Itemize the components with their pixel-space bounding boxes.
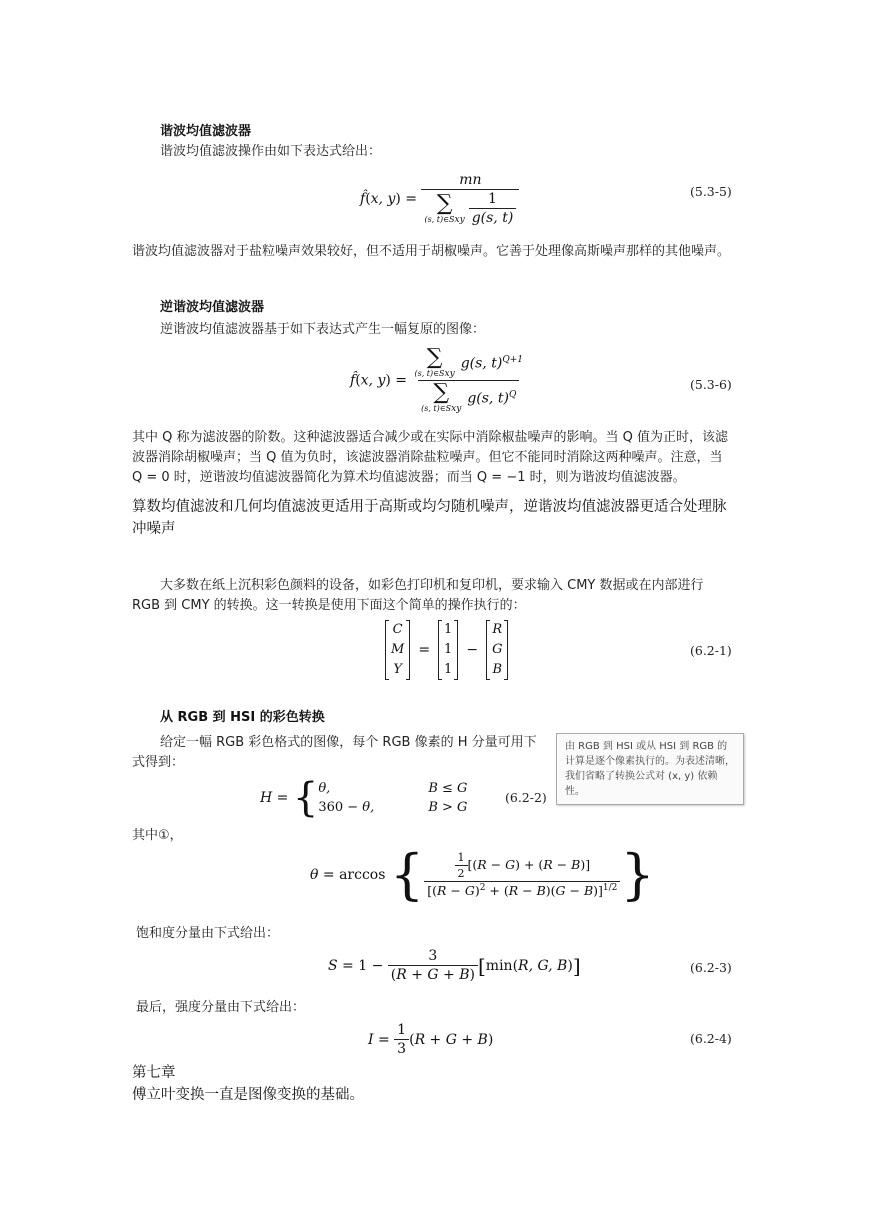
where-label: 其中①， (132, 828, 183, 843)
chapter-title: 第七章 (132, 1065, 176, 1081)
intensity-intro: 最后，强度分量由下式给出： (136, 1000, 306, 1015)
contraharmonic-description: 其中 Q 称为滤波器的阶数。这种滤波器适合减少或在实际中消除椒盐噪声的影响。当 Q 值为正时，该滤波器消除胡椒噪声；当 Q 值为负时，该滤波器消除盐粒噪声。但它不能同时消除这两种噪声。注意，当 Q = 0 时，逆谐波均值滤波器简化为算术均值滤波器；而当 Q = −1 时，则为谐波均值滤波器。 (132, 430, 728, 485)
equation-number: (6.2-3) (690, 960, 732, 975)
equation-6-2-1: C M Y = 1 1 1 − R G B (385, 620, 508, 680)
chapter-first-line: 傅立叶变换一直是图像变换的基础。 (132, 1087, 364, 1103)
theta-equation: θ = arccos { $\frac{1}{2}$ [(R − G) + (R − B)] $[(R - G)^2 + (R - B)(G - B)]^{1/2}$ } (310, 843, 655, 906)
equation-number: (6.2-1) (690, 643, 732, 658)
equation-6-2-3: S = 1 − $\frac{3}{(R + G + B)}$ [ min( R, G, B ) ] (328, 948, 581, 983)
cmy-intro: 大多数在纸上沉积彩色颜料的设备，如彩色打印机和复印机，要求输入 CMY 数据或在内部进行 RGB 到 CMY 的转换。这一转换是使用下面这个简单的操作执行的： (132, 578, 704, 613)
equation-5-3-5: f̂(x, y) = mn ∑ (s, t)∈Sxy $\frac{1}{g(s, t)}$ (360, 172, 519, 226)
equation-number: (5.3-6) (690, 377, 732, 392)
hsi-intro: 给定一幅 RGB 彩色格式的图像，每个 RGB 像素的 H 分量可用下式得到： (132, 735, 537, 770)
harmonic-intro: 谐波均值滤波操作由如下表达式给出： (160, 144, 382, 159)
equation-6-2-2: H = { θ, B ≤ G 360 − θ, B > G (260, 775, 468, 821)
handwritten-note: 算数均值滤波和几何均值滤波更适用于高斯或均匀随机噪声，逆谐波均值滤波器更适合处理脉冲噪声 (132, 499, 727, 537)
equation-number: (6.2-2) (505, 790, 547, 805)
section-title-harmonic: 谐波均值滤波器 (160, 124, 252, 139)
saturation-intro: 饱和度分量由下式给出： (136, 926, 280, 941)
equation-number: (5.3-5) (690, 184, 732, 199)
equation-5-3-6: f̂(x, y) = ∑ (s, t)∈Sxy g(s, t)$^{Q+1}$ ∑ (s, t)∈Sxy g(s, t)$^Q$ (350, 345, 523, 414)
equation-6-2-4: I = $\frac{1}{3}$ ( R + G + B ) (368, 1022, 494, 1057)
harmonic-description: 谐波均值滤波器对于盐粒噪声效果较好，但不适用于胡椒噪声。它善于处理像高斯噪声那样的其他噪声。 (132, 244, 731, 259)
section-title-rgb-hsi: 从 RGB 到 HSI 的彩色转换 (160, 710, 325, 725)
equation-number: (6.2-4) (690, 1031, 732, 1046)
contraharmonic-intro: 逆谐波均值滤波器基于如下表达式产生一幅复原的图像： (160, 322, 486, 337)
section-title-contraharmonic: 逆谐波均值滤波器 (160, 300, 265, 315)
sidenote-box: 由 RGB 到 HSI 或从 HSI 到 RGB 的计算是逐个像素执行的。为表述清晰，我们省略了转换公式对 (x, y) 依赖性。 (556, 733, 744, 805)
